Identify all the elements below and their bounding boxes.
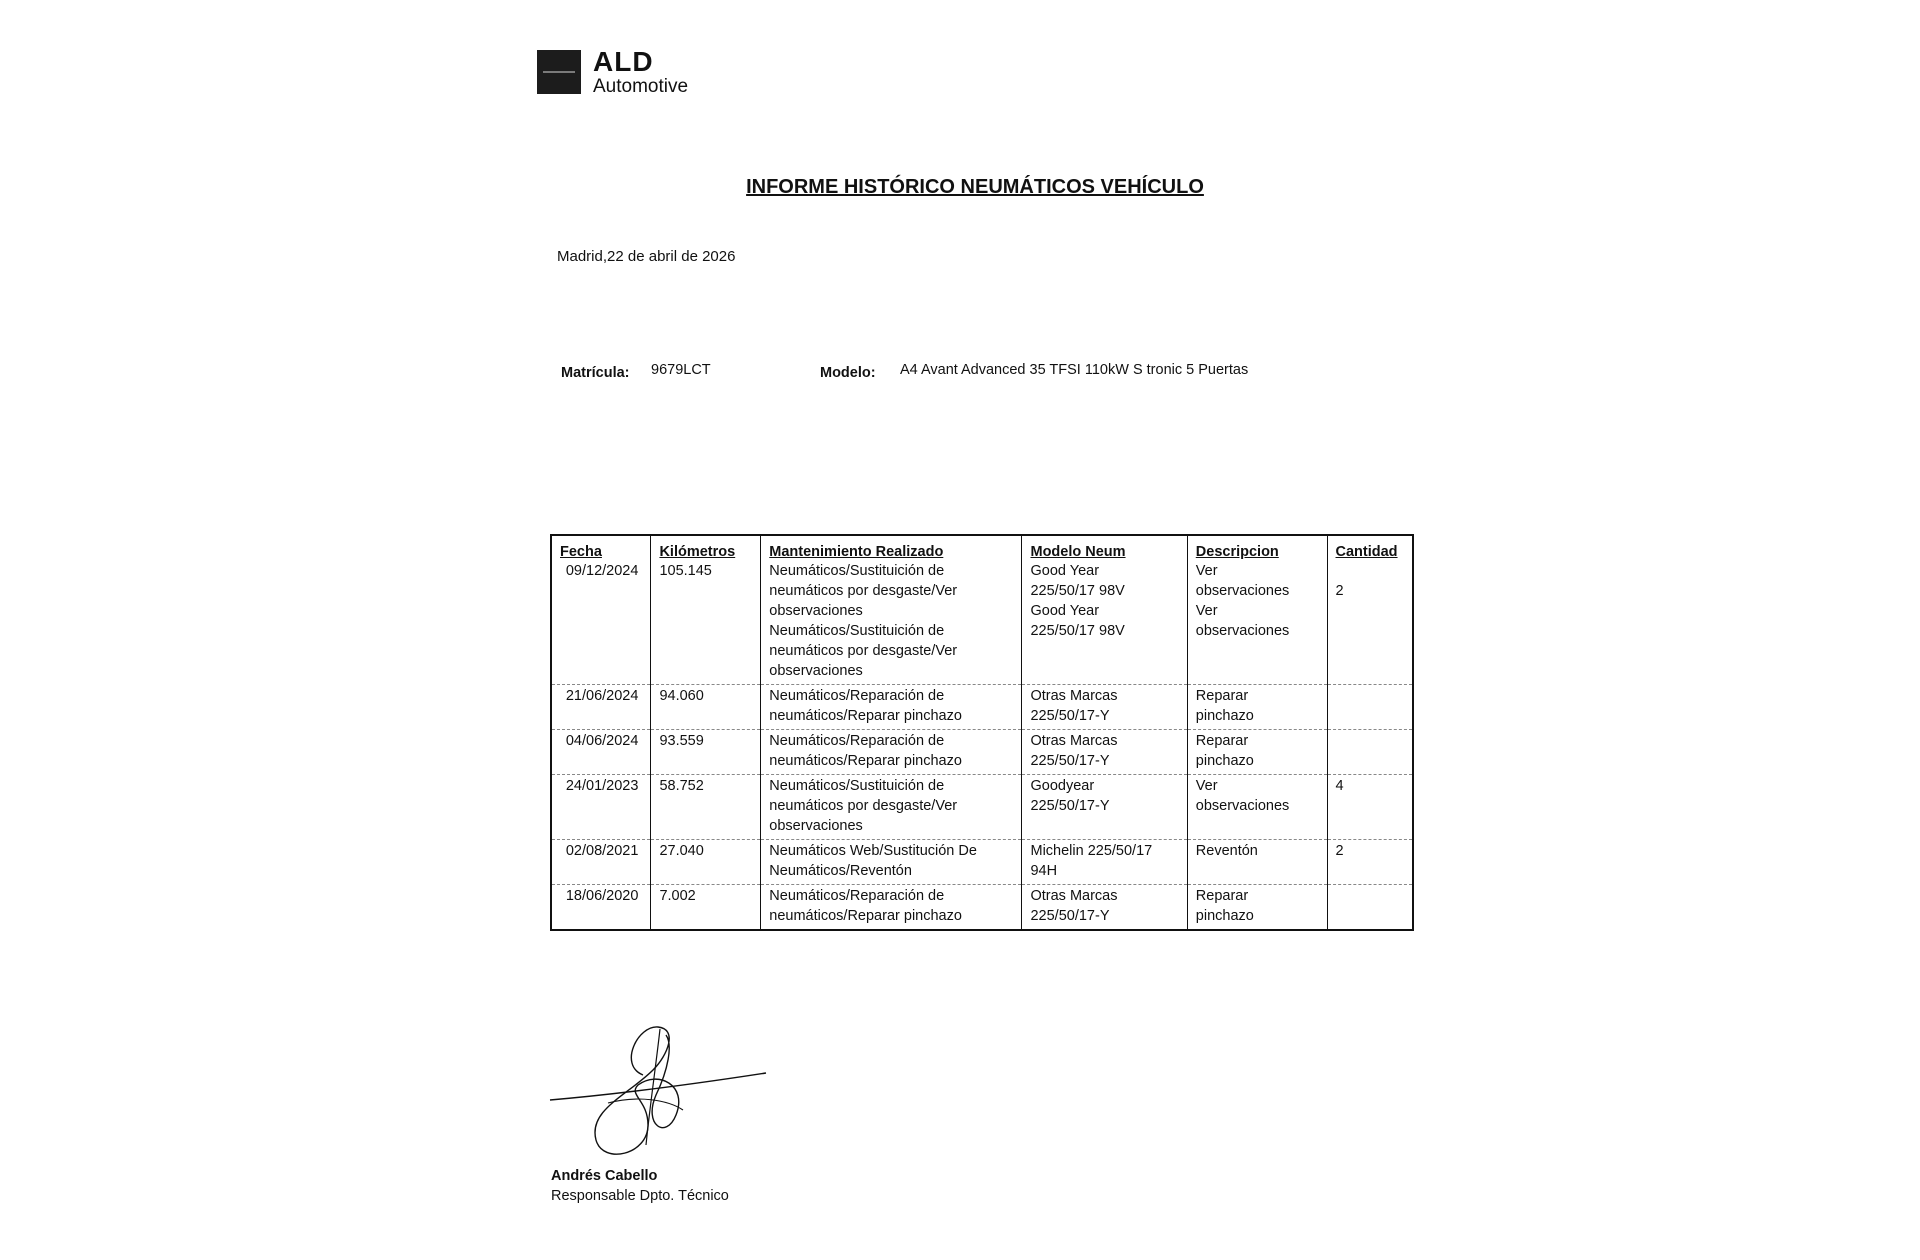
cell-fecha: 18/06/2020	[551, 885, 651, 931]
cell-km: 94.060	[651, 685, 761, 730]
cell-cantidad: 4	[1327, 775, 1413, 840]
header-cantidad: Cantidad	[1335, 544, 1398, 560]
cell-modelo: Otras Marcas 225/50/17-Y	[1022, 885, 1187, 931]
table-row	[551, 885, 1413, 931]
cell-km: 93.559	[651, 730, 761, 775]
cell-fecha: 21/06/2024	[551, 685, 651, 730]
table-row	[551, 840, 1413, 885]
matricula-value: 9679LCT	[651, 362, 711, 378]
cell-km: 27.040	[651, 840, 761, 885]
table-row	[551, 685, 1413, 730]
cell-fecha: 24/01/2023	[551, 775, 651, 840]
cell-modelo: Otras Marcas 225/50/17-Y	[1022, 730, 1187, 775]
header-fecha: Fecha	[551, 535, 651, 560]
cell-descripcion: Ver observaciones Ver observaciones	[1187, 560, 1327, 685]
header-modelo-neum: Modelo Neum	[1022, 535, 1187, 560]
cell-modelo: Michelin 225/50/17 94H	[1022, 840, 1187, 885]
cell-mantenimiento: Neumáticos/Reparación de neumáticos/Reparar pinchazo	[761, 885, 1022, 931]
cell-descripcion: Ver observaciones	[1187, 775, 1327, 840]
report-title: INFORME HISTÓRICO NEUMÁTICOS VEHÍCULO	[746, 176, 1204, 198]
cell-descripcion: Reparar pinchazo	[1187, 885, 1327, 931]
cell-descripcion: Reparar pinchazo	[1187, 685, 1327, 730]
logo-ald-text: ALD	[593, 46, 654, 77]
table-row	[551, 775, 1413, 840]
cell-fecha: 09/12/2024	[551, 560, 651, 685]
cell-mantenimiento: Neumáticos/Sustituición de neumáticos por desgaste/Ver observaciones	[761, 775, 1022, 840]
cell-modelo: Good Year 225/50/17 98V Good Year 225/50/17 98V	[1022, 560, 1187, 685]
modelo-value: A4 Avant Advanced 35 TFSI 110kW S tronic 5 Puertas	[900, 362, 1249, 378]
cell-mantenimiento: Neumáticos/Reparación de neumáticos/Reparar pinchazo	[761, 685, 1022, 730]
signer-role: Responsable Dpto. Técnico	[551, 1188, 729, 1204]
cell-modelo: Otras Marcas 225/50/17-Y	[1022, 685, 1187, 730]
cell-fecha: 02/08/2021	[551, 840, 651, 885]
cell-km: 7.002	[651, 885, 761, 931]
cell-cantidad	[1327, 885, 1413, 931]
tire-history-table	[550, 534, 1414, 931]
cell-mantenimiento: Neumáticos/Sustituición de neumáticos por desgaste/Ver observaciones Neumáticos/Sustituición de neumáticos por desgaste/Ver observaciones	[761, 560, 1022, 685]
header-mantenimiento: Mantenimiento Realizado	[761, 535, 1022, 560]
cell-cantidad	[1327, 685, 1413, 730]
cell-fecha: 04/06/2024	[551, 730, 651, 775]
ald-logo-mark-icon	[537, 50, 581, 94]
logo-automotive-text: Automotive	[593, 76, 689, 97]
cell-modelo: Goodyear 225/50/17-Y	[1022, 775, 1187, 840]
ald-logo	[537, 48, 688, 96]
table-header-row	[551, 535, 1413, 560]
report-date: Madrid,22 de abril de 2026	[557, 248, 736, 265]
signer-name: Andrés Cabello	[551, 1168, 658, 1184]
header-descripcion: Descripcion	[1187, 535, 1327, 560]
modelo-label: Modelo:	[820, 365, 876, 381]
handwritten-signature	[548, 1015, 768, 1165]
cell-cantidad	[1327, 730, 1413, 775]
matricula-label: Matrícula:	[561, 365, 630, 381]
cell-km: 105.145	[651, 560, 761, 685]
table-row	[551, 560, 1413, 685]
cell-mantenimiento: Neumáticos/Reparación de neumáticos/Reparar pinchazo	[761, 730, 1022, 775]
cell-cantidad: 2	[1327, 840, 1413, 885]
table-row	[551, 730, 1413, 775]
cell-cantidad: 2	[1335, 583, 1344, 599]
header-kilometros: Kilómetros	[651, 535, 761, 560]
cell-descripcion: Reventón	[1187, 840, 1327, 885]
cell-descripcion: Reparar pinchazo	[1187, 730, 1327, 775]
cell-mantenimiento: Neumáticos Web/Sustitución De Neumáticos/Reventón	[761, 840, 1022, 885]
cell-km: 58.752	[651, 775, 761, 840]
